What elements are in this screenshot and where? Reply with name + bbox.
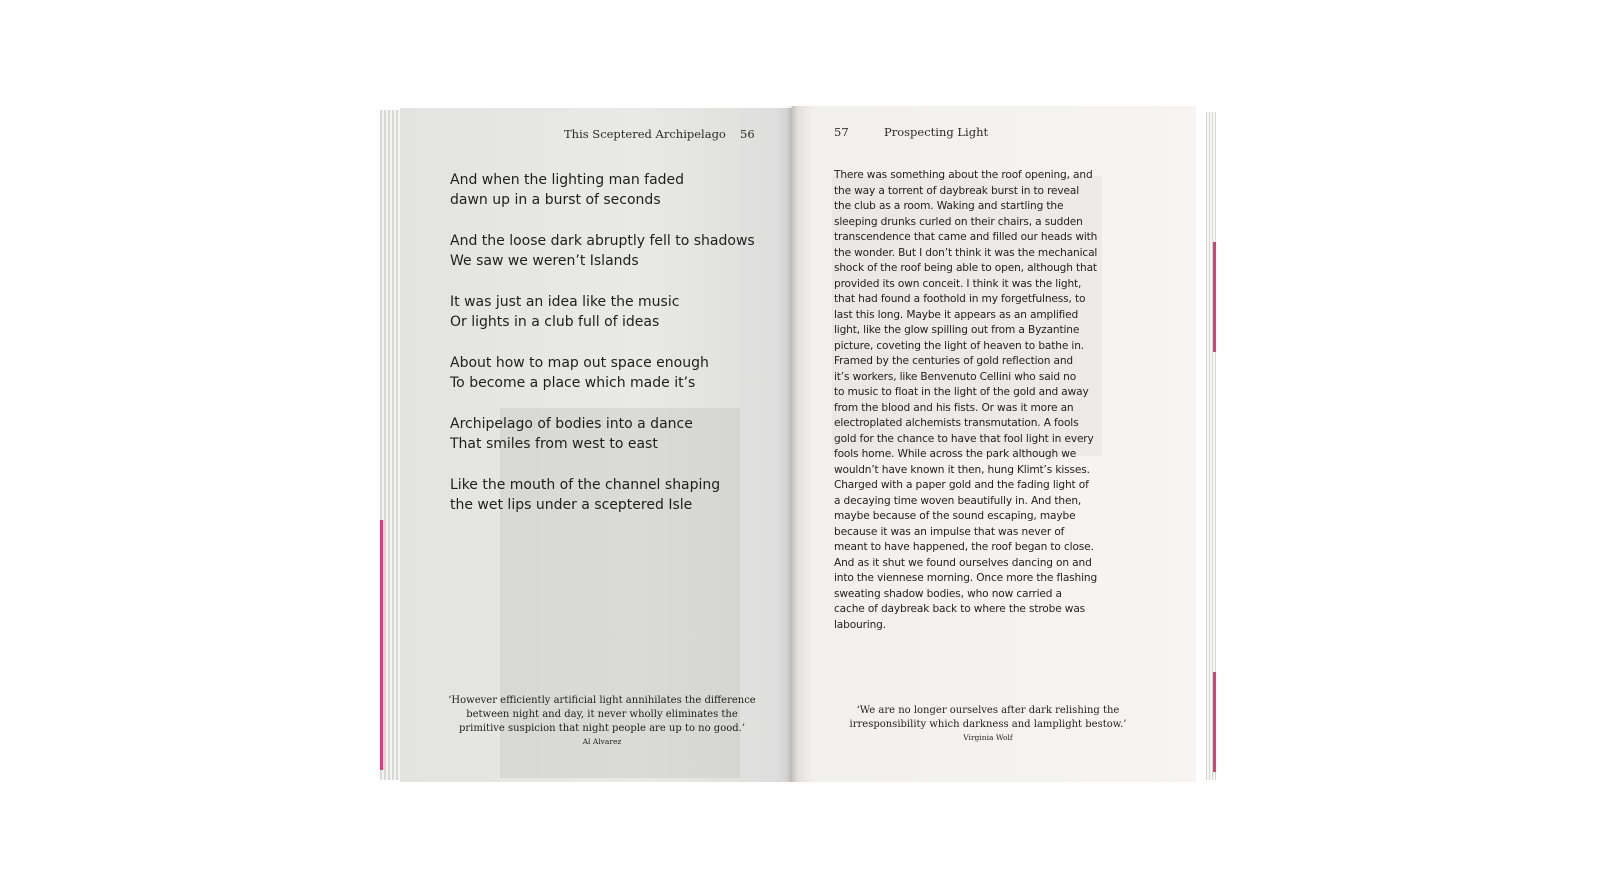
prose-line: last this long. Maybe it appears as an amplified <box>834 308 1079 321</box>
prose-line: from the blood and his fists. Or was it more an <box>834 401 1074 414</box>
poem-line: the wet lips under a sceptered Isle <box>450 497 693 513</box>
poem-stanza <box>450 231 770 271</box>
poem-stanza <box>450 353 770 393</box>
prose-line: Framed by the centuries of gold reflection and <box>834 355 1074 367</box>
quote-author: Virginia Wolf <box>963 733 1013 742</box>
right-epigraph <box>838 704 1138 743</box>
poem-line: dawn up in a burst of seconds <box>450 192 661 208</box>
prose-line: provided its own conceit. I think it was the light, <box>834 277 1082 290</box>
prose-line: maybe because of the sound escaping, maybe <box>834 510 1076 522</box>
open-book-spread <box>388 106 1208 782</box>
prose-line: it’s workers, like Benvenuto Cellini who said no <box>834 370 1077 383</box>
prose-line: a decaying time woven beautifully in. And then, <box>834 494 1082 507</box>
prose-line: wouldn’t have known it then, hung Klimt’s kisses. <box>834 463 1090 476</box>
left-epigraph <box>442 694 762 747</box>
right-page <box>792 106 1196 782</box>
quote-line: between night and day, it never wholly eliminates the <box>466 709 738 720</box>
prose-line: cache of daybreak back to where the strobe was <box>834 603 1086 615</box>
quote-line: primitive suspicion that night people are up to no good.’ <box>458 723 745 734</box>
poem-stanza <box>450 170 770 210</box>
prose-line: the way a torrent of daybreak burst in to reveal <box>834 184 1080 197</box>
prose-paragraph <box>834 168 1114 633</box>
poem-line: Or lights in a club full of ideas <box>450 314 660 330</box>
poem-line: And the loose dark abruptly fell to shadows <box>450 233 755 249</box>
prose-line: light, like the glow spilling out from a Byzantine <box>834 324 1080 336</box>
left-page-number: 56 <box>740 127 755 141</box>
prose-line: electroplated alchemists transmutation. A fools <box>834 417 1079 429</box>
prose-line: fools home. While across the park although we <box>834 448 1077 460</box>
poem-line: To become a place which made it’s <box>450 375 696 391</box>
prose-line: the wonder. But I don’t think it was the mechanical <box>834 246 1098 259</box>
prose-line: sweating shadow bodies, who now carried a <box>834 587 1062 600</box>
poem-stanza <box>450 475 770 515</box>
poem-line: That smiles from west to east <box>450 436 658 452</box>
prose-line: sleeping drunks curled on their chairs, a sudden <box>834 215 1083 228</box>
left-running-title: This Sceptered Archipelago <box>564 127 726 141</box>
poem-line: It was just an idea like the music <box>450 294 680 310</box>
prose-line: the club as a room. Waking and startling the <box>834 200 1064 212</box>
poem-line: And when the lighting man faded <box>450 172 685 188</box>
poem-line: Like the mouth of the channel shaping <box>450 477 721 493</box>
pink-edge-mark <box>1213 672 1216 772</box>
quote-line: ‘However efficiently artificial light annihilates the difference <box>448 695 756 706</box>
poem <box>450 170 770 536</box>
pink-edge-mark <box>1213 242 1216 352</box>
prose-line: because it was an impulse that was never of <box>834 525 1065 538</box>
prose-line: meant to have happened, the roof began to close. <box>834 541 1094 553</box>
quote-author: Al Alvarez <box>582 737 622 746</box>
poem-stanza <box>450 414 770 454</box>
prose-line: that had found a foothold in my forgetfulness, to <box>834 293 1086 305</box>
right-page-number: 57 <box>834 125 849 139</box>
prose-line: Charged with a paper gold and the fading light of <box>834 479 1089 491</box>
right-page-edges <box>1206 112 1216 780</box>
prose-line: to music to float in the light of the gold and away <box>834 386 1089 398</box>
poem-line: Archipelago of bodies into a dance <box>450 416 693 432</box>
left-page <box>400 108 792 782</box>
prose-line: shock of the roof being able to open, although that <box>834 262 1097 274</box>
prose-line: And as it shut we found ourselves dancing on and <box>834 556 1092 569</box>
pink-edge-mark <box>380 520 383 770</box>
poem-line: About how to map out space enough <box>450 355 709 371</box>
prose-line: gold for the chance to have that fool light in every <box>834 432 1094 445</box>
prose-line: transcendence that came and filled our heads with <box>834 231 1098 243</box>
book-gutter <box>786 106 798 782</box>
right-running-title: Prospecting Light <box>884 125 989 139</box>
prose-line: labouring. <box>834 618 886 631</box>
poem-line: We saw we weren’t Islands <box>450 253 639 269</box>
quote-line: irresponsibility which darkness and lamplight bestow.’ <box>849 719 1127 730</box>
prose-line: picture, coveting the light of heaven to bathe in. <box>834 339 1084 352</box>
poem-stanza <box>450 292 770 332</box>
prose-line: into the viennese morning. Once more the flashing <box>834 572 1098 584</box>
prose-line: There was something about the roof opening, and <box>834 169 1093 181</box>
quote-line: ‘We are no longer ourselves after dark relishing the <box>856 705 1120 716</box>
